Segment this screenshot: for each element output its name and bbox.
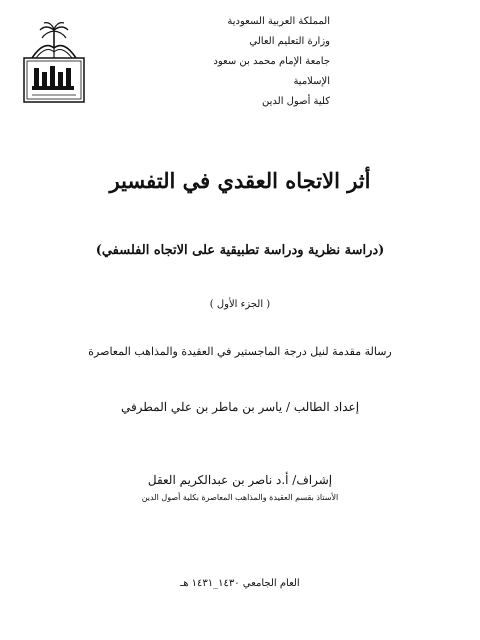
header-line-ministry: وزارة التعليم العالي [249,36,330,47]
header-line-university-cont: الإسلامية [293,76,330,87]
institution-header [213,12,330,112]
document-subtitle: (دراسة نظرية ودراسة تطبيقية على الاتجاه الفلسفي) [95,243,385,258]
document-title: أثر الاتجاه العقدي في التفسير [109,168,371,193]
university-emblem-icon [22,18,86,104]
supervisor-title: الأستاذ بقسم العقيدة والمذاهب المعاصرة بكلية أصول الدين [141,493,339,502]
header-line-college: كلية أصول الدين [262,96,330,107]
student-line: إعداد الطالب / ياسر بن ماطر بن علي المطرفي [120,400,360,414]
header-line-country: المملكة العربية السعودية [227,16,330,27]
academic-year: العام الجامعي ١٤٣٠_١٤٣١ هـ [180,578,300,589]
thesis-description: رسالة مقدمة لنيل درجة الماجستير في العقيدة والمذاهب المعاصرة [88,345,392,358]
supervisor-name: إشراف/ أ.د ناصر بن عبدالكريم العقل [147,473,333,487]
volume-label: ( الجزء الأول ) [209,299,271,310]
header-line-university: جامعة الإمام محمد بن سعود [213,56,330,67]
